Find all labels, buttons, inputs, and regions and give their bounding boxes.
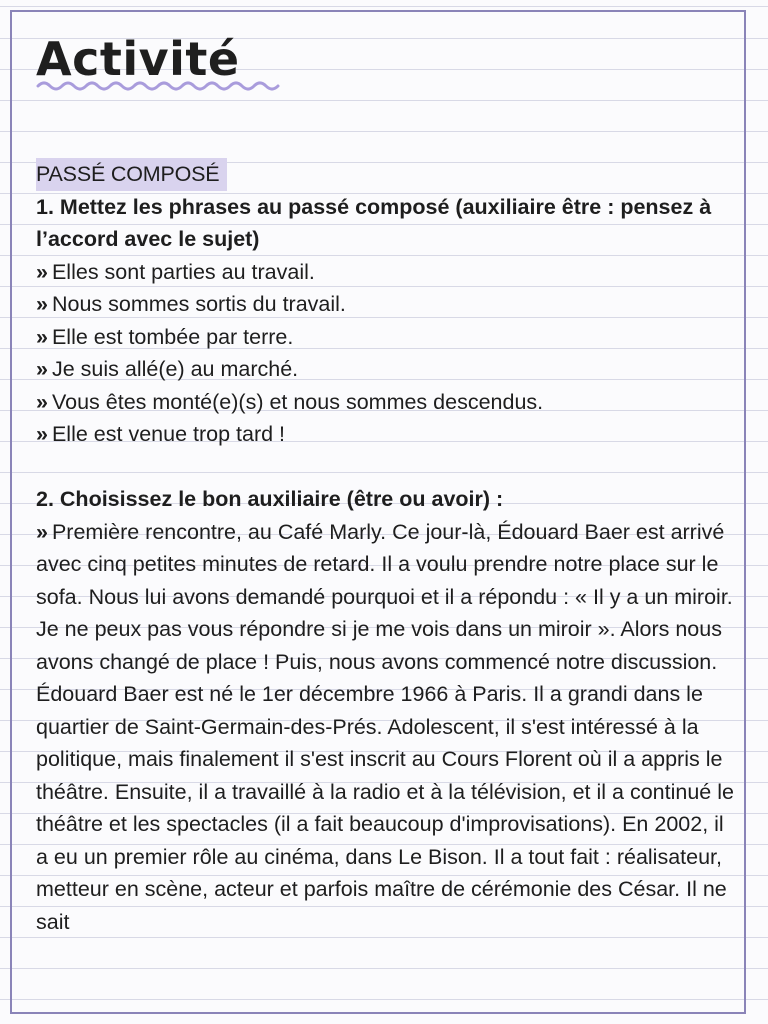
bullet-marker: » (36, 422, 48, 446)
exercise-2-paragraph (36, 516, 736, 939)
worksheet-content (36, 158, 736, 938)
bullet-marker: » (36, 519, 48, 544)
item-text: Nous sommes sortis du travail. (51, 292, 346, 316)
exercise-1-heading: 1. Mettez les phrases au passé composé (auxiliaire être : pensez à l’accord avec le sujet) (36, 194, 712, 251)
item-text: Elle est venue trop tard ! (51, 422, 286, 446)
page-title: Activité (36, 32, 240, 86)
spacer (36, 451, 736, 484)
bullet-marker: » (36, 259, 48, 284)
exercise-1-item (36, 353, 736, 386)
worksheet-page (10, 10, 746, 1014)
bullet-marker: » (36, 324, 48, 349)
paragraph-text: Première rencontre, au Café Marly. Ce jour-là, Édouard Baer est arrivé avec cinq petites minutes de retard. Il a voulu prendre notre place sur le sofa. Nous lui avons demandé pourquoi et il a répondu : « Il y a un miroir. Je ne peux pas vous répondre si je me vois dans un miroir ». Alors nous avons changé de place ! Puis, nous avons commencé notre discussion. Édouard Baer est né le 1er décembre 1966 à Paris. Il a grandi dans le quartier de Saint-Germain-des-Prés. Adolescent, il s'est intéressé à la politique, mais finalement il s'est inscrit au Cours Florent où il a appris le théâtre. Ensuite, il a travaillé à la radio et à la télévision, et il a continué le théâtre et les spectacles (il a fait beaucoup d'improvisations). En 2002, il a eu un premier rôle au cinéma, dans Le Bison. Il a tout fait : réalisateur, metteur en scène, acteur et parfois maître de cérémonie des César. Il ne sait (36, 519, 734, 934)
exercise-1-item (36, 418, 736, 451)
exercise-1-item (36, 256, 736, 289)
exercise-1-item (36, 386, 736, 419)
bullet-marker: » (36, 389, 48, 414)
exercise-1-item (36, 321, 736, 354)
item-text: Je suis allé(e) au marché. (51, 357, 299, 381)
section-label: PASSÉ COMPOSÉ (36, 158, 227, 191)
item-text: Vous êtes monté(e)(s) et nous sommes descendus. (51, 389, 544, 414)
item-text: Elle est tombée par terre. (51, 324, 294, 349)
item-text: Elles sont parties au travail. (51, 259, 315, 284)
bullet-marker: » (36, 357, 48, 381)
bullet-marker: » (36, 292, 48, 316)
title-block (36, 34, 286, 93)
exercise-2-heading: 2. Choisissez le bon auxiliaire (être ou avoir) : (36, 487, 504, 511)
exercise-1-item (36, 288, 736, 321)
